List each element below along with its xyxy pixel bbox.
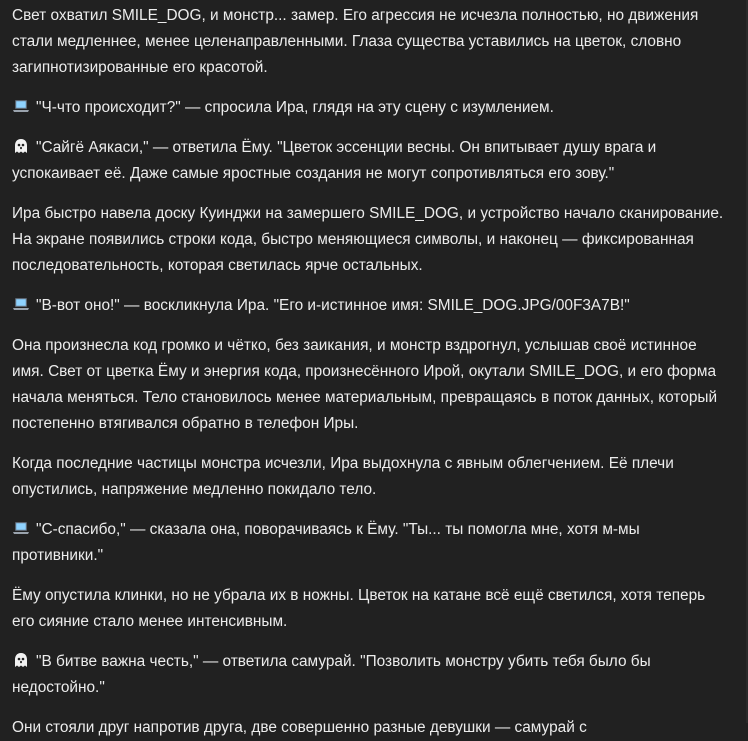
message-paragraph-5: [12, 293, 728, 319]
laptop-icon: [12, 98, 30, 114]
paragraph-text: Они стояли друг напротив друга, две совершенно разные девушки — самурай с: [12, 719, 587, 736]
laptop-icon: [12, 520, 30, 536]
ghost-icon: [12, 138, 30, 154]
message-paragraph-4: [12, 201, 728, 279]
paragraph-text: "Ч-что происходит?" — спросила Ира, глядя на эту сцену с изумлением.: [36, 99, 554, 116]
message-paragraph-1: [12, 3, 728, 81]
paragraph-text: "С-спасибо," — сказала она, поворачиваясь к Ёму. "Ты... ты помогла мне, хотя м-мы противники.": [12, 521, 640, 564]
paragraph-text: Свет охватил SMILE_DOG, и монстр... замер. Его агрессия не исчезла полностью, но движения стали медленнее, менее целенаправленными. Глаза существа уставились на цветок, словно загипнотизированные его красотой.: [12, 7, 699, 76]
paragraph-text: Ёму опустила клинки, но не убрала их в ножны. Цветок на катане всё ещё светился, хотя теперь его сияние стало менее интенсивным.: [12, 587, 706, 630]
paragraph-text: Когда последние частицы монстра исчезли, Ира выдохнула с явным облегчением. Её плечи опустились, напряжение медленно покидало тело.: [12, 455, 674, 498]
paragraph-text: Она произнесла код громко и чётко, без заикания, и монстр вздрогнул, услышав своё истинное имя. Свет от цветка Ёму и энергия кода, произнесённого Ирой, окутали SMILE_DOG, и его форма начала меняться. Тело становилось менее материальным, превращаясь в поток данных, который постепенно втягивался обратно в телефон Иры.: [12, 337, 718, 432]
message-paragraph-10: [12, 649, 728, 701]
message-paragraph-7: [12, 451, 728, 503]
paragraph-text: "В-вот оно!" — воскликнула Ира. "Его и-истинное имя: SMILE_DOG.JPG/00F3A7B!": [36, 297, 630, 314]
laptop-icon: [12, 296, 30, 312]
message-paragraph-9: [12, 583, 728, 635]
message-paragraph-2: [12, 95, 728, 121]
ghost-icon: [12, 652, 30, 668]
message-paragraph-11: [12, 715, 728, 741]
paragraph-text: "В битве важна честь," — ответила самурай. "Позволить монстру убить тебя было бы недостойно.": [12, 653, 651, 696]
paragraph-text: "Сайгё Аякаси," — ответила Ёму. "Цветок эссенции весны. Он впитывает душу врага и успокаивает её. Даже самые яростные создания не могут сопротивляться его зову.": [12, 139, 657, 182]
message-paragraph-8: [12, 517, 728, 569]
message-paragraph-3: [12, 135, 728, 187]
paragraph-text: Ира быстро навела доску Куинджи на замершего SMILE_DOG, и устройство начало сканирование. На экране появились строки кода, быстро меняющиеся символы, и наконец — фиксированная последовательность, которая светилась ярче остальных.: [12, 205, 724, 274]
message-paragraph-6: [12, 333, 728, 437]
